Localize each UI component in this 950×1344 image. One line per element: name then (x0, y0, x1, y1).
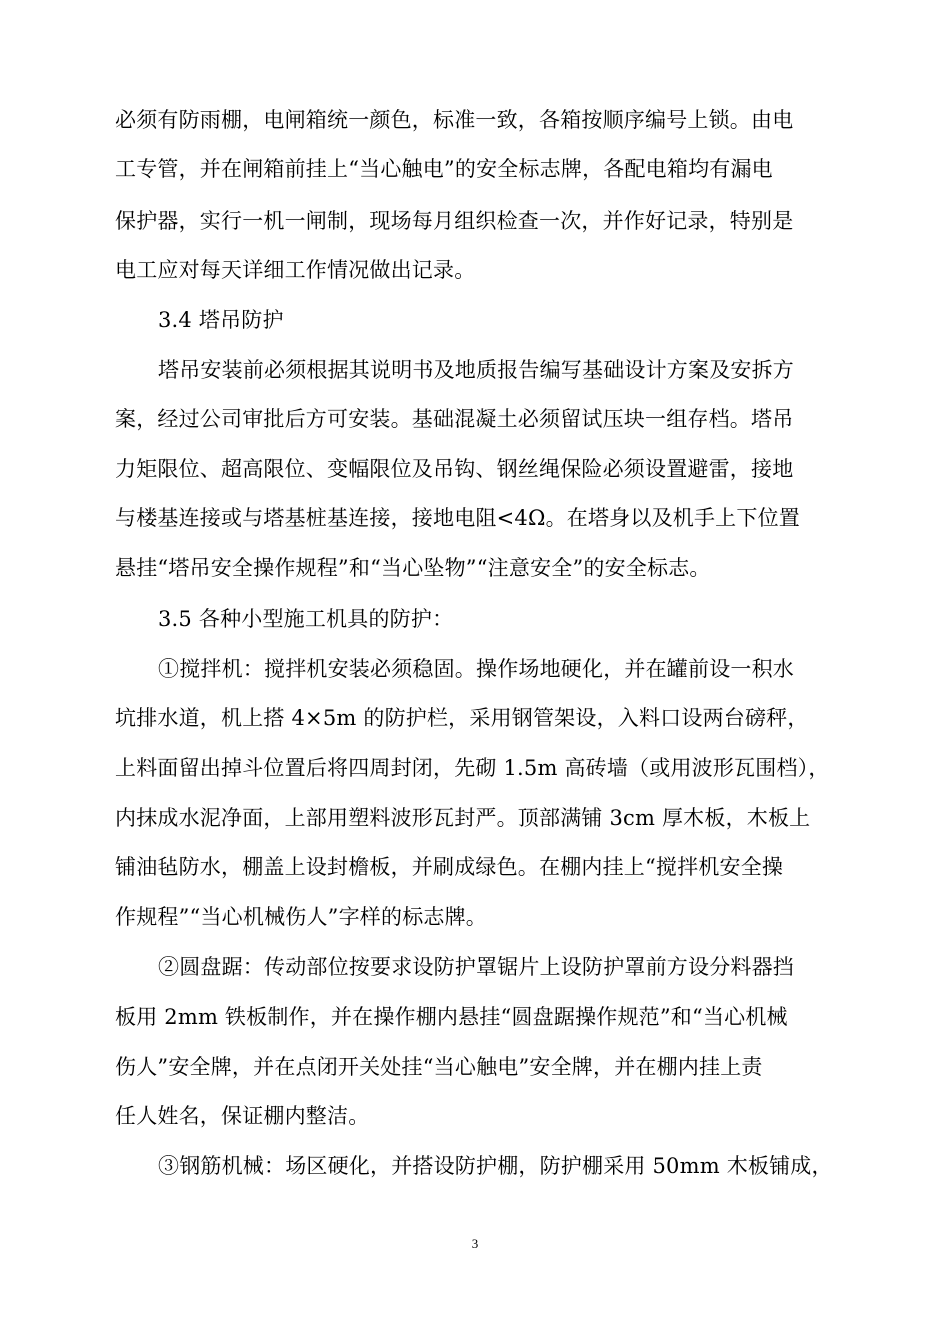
text-line: 悬挂“塔吊安全操作规程”和“当心坠物”“注意安全”的安全标志。 (115, 556, 711, 580)
text-line: 作规程”“当心机械伤人”字样的标志牌。 (115, 905, 488, 929)
text-line: 与楼基连接或与塔基桩基连接，接地电阻<4Ω。在塔身以及机手上下位置 (115, 506, 800, 530)
text-line: 铺油毡防水，棚盖上设封檐板，并刷成绿色。在棚内挂上“搅拌机安全操 (115, 855, 784, 879)
text-line: 上料面留出掉斗位置后将四周封闭，先砌 1.5m 高砖墙（或用波形瓦围档）， (115, 756, 830, 780)
text-line: 任人姓名，保证棚内整洁。 (115, 1104, 370, 1128)
text-line: 伤人”安全牌，并在点闭开关处挂“当心触电”安全牌，并在棚内挂上责 (115, 1055, 763, 1079)
text-line: 案，经过公司审批后方可安装。基础混凝土必须留试压块一组存档。塔吊 (115, 407, 794, 431)
text-line: 板用 2mm 铁板制作，并在操作棚内悬挂“圆盘踞操作规范”和“当心机械 (115, 1005, 788, 1029)
text-line: 塔吊安装前必须根据其说明书及地质报告编写基础设计方案及安拆方 (158, 358, 794, 382)
text-line: 保护器，实行一机一闸制，现场每月组织检查一次，并作好记录，特别是 (115, 209, 794, 233)
text-line: 坑排水道，机上搭 4×5m 的防护栏，采用钢管架设，入料口设两台磅秤， (115, 706, 809, 730)
text-line: ①搅拌机：搅拌机安装必须稳固。操作场地硬化，并在罐前设一积水 (158, 657, 794, 681)
text-line: ③钢筋机械：场区硬化，并搭设防护棚，防护棚采用 50mm 木板铺成， (158, 1154, 833, 1178)
text-line: 工专管，并在闸箱前挂上“当心触电”的安全标志牌，各配电箱均有漏电 (115, 157, 773, 181)
text-line: 内抹成水泥净面，上部用塑料波形瓦封严。顶部满铺 3cm 厚木板，木板上 (115, 806, 811, 830)
text-line: 力矩限位、超高限位、变幅限位及吊钩、钢丝绳保险必须设置避雷，接地 (115, 457, 794, 481)
section-heading: 3.4 塔吊防护 (158, 308, 284, 332)
text-line: 电工应对每天详细工作情况做出记录。 (115, 258, 476, 282)
page-number: 3 (471, 1236, 479, 1251)
text-line: ②圆盘踞：传动部位按要求设防护罩锯片上设防护罩前方设分料器挡 (158, 955, 794, 979)
section-heading: 3.5 各种小型施工机具的防护： (158, 607, 454, 631)
text-line: 必须有防雨棚，电闸箱统一颜色，标准一致，各箱按顺序编号上锁。由电 (115, 108, 794, 132)
